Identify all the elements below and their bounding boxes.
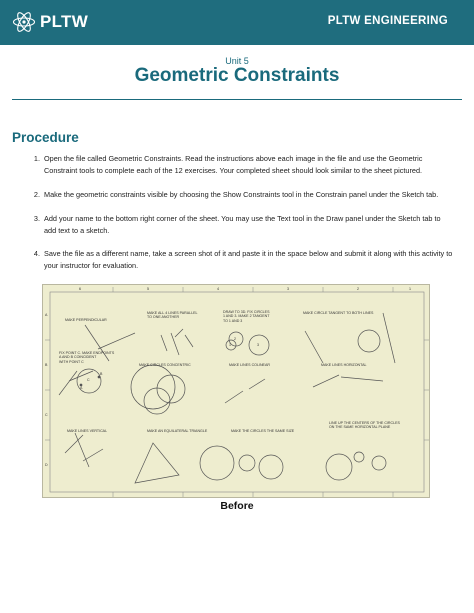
sketch-line bbox=[65, 435, 83, 453]
sketch-line bbox=[341, 377, 383, 381]
sketch-circle bbox=[354, 452, 364, 462]
sketch-line bbox=[75, 433, 89, 467]
border-number: 3 bbox=[287, 287, 289, 291]
exercise-label: LINE UP THE CENTERS OF THE CIRCLES ON THE SAME HORIZONTAL PLANE bbox=[329, 421, 400, 430]
exercise-label: MAKE LINES HORIZONTAL bbox=[321, 363, 367, 367]
procedure-step bbox=[33, 153, 454, 176]
step-number: 4. bbox=[33, 249, 40, 258]
step-number: 2. bbox=[33, 190, 40, 199]
sketch-line bbox=[185, 335, 193, 347]
step-text: Open the file called Geometric Constraints. Read the instructions above each image in the file and use the Geometric Constraint tools to complete each of the 12 exercises. Your completed sheet should look similar to the sheet pictured. bbox=[44, 154, 423, 175]
step-number: 1. bbox=[33, 154, 40, 163]
sketch-circle bbox=[200, 446, 234, 480]
exercise-label: MAKE CIRCLES CONCENTRIC bbox=[139, 363, 191, 367]
point-label: C bbox=[87, 378, 90, 382]
sketch-line bbox=[175, 329, 183, 337]
border-letter: A bbox=[45, 313, 48, 317]
sketch-circle bbox=[358, 330, 380, 352]
constraints-sheet-image bbox=[42, 284, 430, 498]
sketch-circle bbox=[226, 340, 236, 350]
exercise-label: MAKE CIRCLE TANGENT TO BOTH LINES bbox=[303, 311, 374, 315]
step-number: 3. bbox=[33, 214, 40, 223]
exercise-label: MAKE THE CIRCLES THE SAME SIZE bbox=[231, 429, 295, 433]
exercise-label: MAKE LINES COLINEAR bbox=[229, 363, 270, 367]
sketch-line bbox=[171, 333, 179, 355]
sketch-line bbox=[83, 449, 103, 461]
exercise-label: MAKE AN EQUILATERAL TRIANGLE bbox=[147, 429, 208, 433]
border-number: 1 bbox=[409, 287, 411, 291]
step-text: Save the file as a different name, take a screen shot of it and paste it in the space below and submit it along with this activity to your instructor for evaluation. bbox=[44, 249, 453, 270]
point-label: B bbox=[100, 372, 103, 376]
sketch-circle bbox=[131, 365, 175, 409]
border-number: 6 bbox=[79, 287, 81, 291]
border-number: 2 bbox=[357, 287, 359, 291]
border-letter: D bbox=[45, 463, 48, 467]
image-caption: Before bbox=[220, 500, 254, 512]
circle-label: 1 bbox=[229, 343, 231, 347]
sketch-line bbox=[305, 331, 323, 363]
point-label: A bbox=[80, 386, 83, 390]
atom-logo-icon bbox=[12, 10, 36, 34]
sketch-line bbox=[59, 371, 77, 395]
sketch-line bbox=[383, 313, 395, 363]
sketch-line bbox=[161, 335, 167, 351]
exercise-label: FIX POINT C. MAKE ENDPOINTS A AND B COINCIDENT WITH POINT C bbox=[59, 351, 115, 364]
sketch-line bbox=[313, 375, 339, 387]
exercise-label: MAKE ALL 4 LINES PARALLEL TO ONE ANOTHER bbox=[147, 311, 198, 320]
sketch-line bbox=[98, 333, 135, 349]
sketch-circle bbox=[249, 335, 269, 355]
step-text: Add your name to the bottom right corner of the sheet. You may use the Text tool in the Draw panel under the Sketch tab to add text to a sketch. bbox=[44, 214, 441, 235]
sketch-circle bbox=[326, 454, 352, 480]
page-title: Geometric Constraints bbox=[134, 65, 340, 86]
sketch-line bbox=[225, 391, 243, 403]
procedure-step bbox=[33, 213, 454, 236]
procedure-step bbox=[33, 189, 454, 201]
sketch-circle bbox=[259, 455, 283, 479]
unit-label: Unit 5 bbox=[225, 56, 249, 66]
border-letter: B bbox=[45, 363, 48, 367]
exercise-label: MAKE LINES VERTICAL bbox=[67, 429, 108, 433]
sketch-line bbox=[249, 379, 265, 389]
exercise-label: DRAW TO 3D. FIX CIRCLES 1 AND 3. MAKE 2 TANGENT TO 1 AND 3 bbox=[223, 310, 270, 323]
logo-text: PLTW bbox=[40, 12, 89, 31]
header-bar bbox=[0, 0, 474, 45]
exercise-label: MAKE PERPENDICULAR bbox=[65, 318, 107, 322]
border-number: 5 bbox=[147, 287, 149, 291]
sketch-circle bbox=[239, 455, 255, 471]
border-number: 4 bbox=[217, 287, 219, 291]
border-letter: C bbox=[45, 413, 48, 417]
program-name: PLTW ENGINEERING bbox=[327, 15, 448, 27]
section-heading: Procedure bbox=[12, 130, 79, 145]
circle-label: 2 bbox=[234, 337, 236, 341]
title-divider bbox=[12, 99, 462, 100]
sketch-circle bbox=[372, 456, 386, 470]
pltw-logo bbox=[12, 9, 88, 35]
procedure-step bbox=[33, 248, 454, 271]
circle-label: 3 bbox=[257, 343, 259, 347]
step-text: Make the geometric constraints visible by choosing the Show Constraints tool in the Constrain panel under the Sketch tab. bbox=[44, 190, 439, 199]
sketch-triangle bbox=[135, 443, 179, 483]
